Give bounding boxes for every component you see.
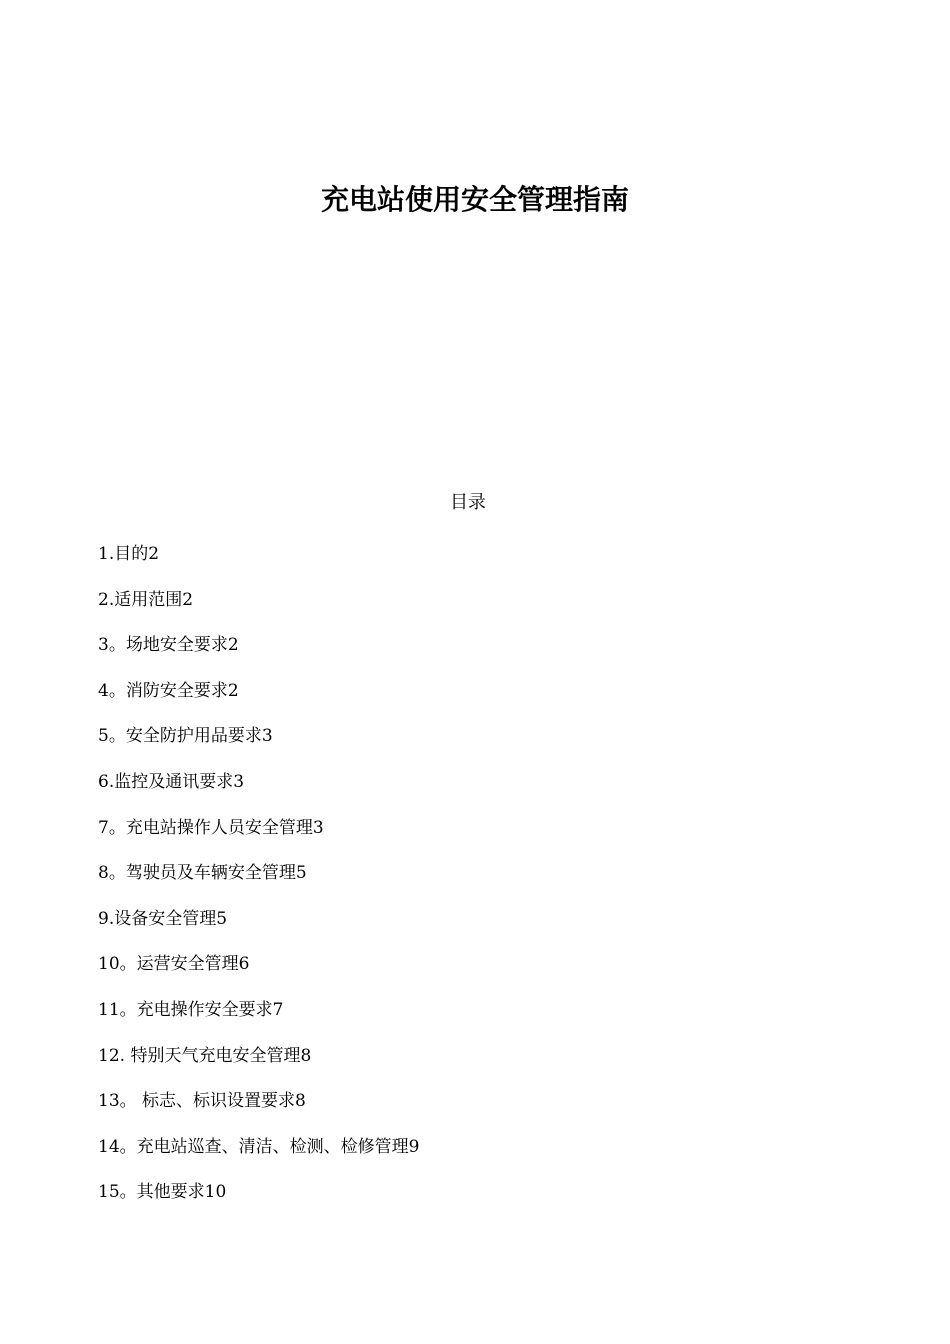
toc-item-4[interactable]: 4。消防安全要求2 bbox=[98, 680, 239, 701]
toc-item-8[interactable]: 8。驾驶员及车辆安全管理5 bbox=[98, 863, 307, 884]
toc-item-13[interactable]: 13。 标志、标识设置要求8 bbox=[98, 1091, 306, 1112]
toc-heading: 目录 bbox=[450, 492, 486, 513]
toc-item-1[interactable]: 1.目的2 bbox=[98, 544, 160, 564]
table-of-contents bbox=[98, 540, 858, 1224]
toc-item-2[interactable]: 2.适用范围2 bbox=[98, 589, 194, 610]
toc-item-11[interactable]: 11。充电操作安全要求7 bbox=[98, 999, 284, 1020]
toc-item-3[interactable]: 3。场地安全要求2 bbox=[98, 635, 239, 656]
toc-item-5[interactable]: 5。安全防护用品要求3 bbox=[98, 726, 273, 747]
toc-item-7[interactable]: 7。充电站操作人员安全管理3 bbox=[98, 817, 324, 838]
toc-item-9[interactable]: 9.设备安全管理5 bbox=[98, 908, 228, 929]
toc-item-10[interactable]: 10。运营安全管理6 bbox=[98, 954, 250, 975]
toc-item-15[interactable]: 15。其他要求10 bbox=[98, 1182, 227, 1203]
toc-item-14[interactable]: 14。充电站巡查、清洁、检测、检修管理9 bbox=[98, 1136, 420, 1157]
document-title: 充电站使用安全管理指南 bbox=[320, 183, 629, 216]
toc-item-12[interactable]: 12. 特别天气充电安全管理8 bbox=[98, 1045, 312, 1066]
toc-item-6[interactable]: 6.监控及通讯要求3 bbox=[98, 771, 245, 792]
